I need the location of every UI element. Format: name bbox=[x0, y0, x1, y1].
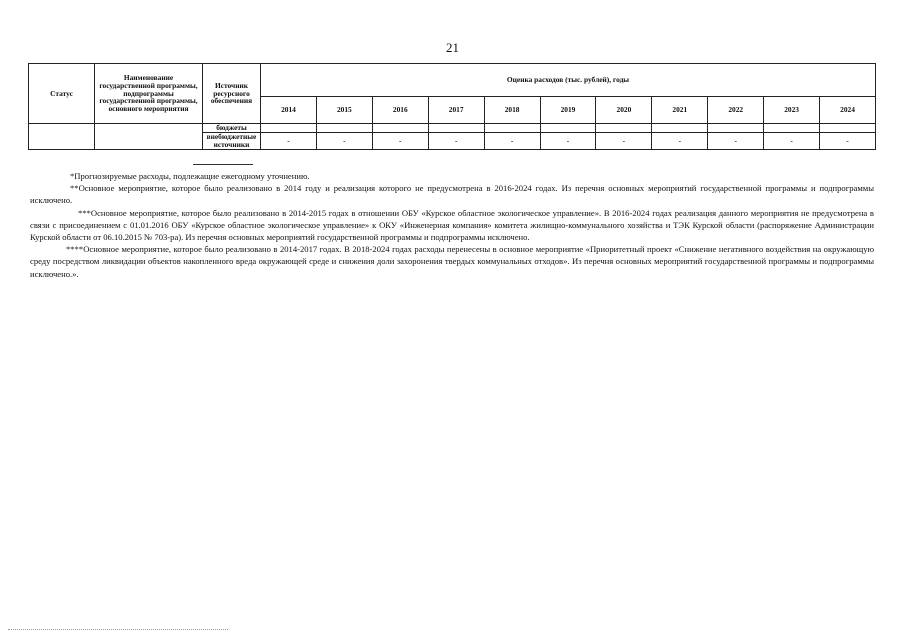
budget-table bbox=[28, 63, 876, 150]
value-cell bbox=[261, 124, 317, 133]
footnote-separator bbox=[193, 164, 253, 165]
value-cell: - bbox=[372, 133, 428, 150]
status-cell bbox=[29, 124, 95, 150]
year-header: 2021 bbox=[652, 97, 708, 124]
header-status: Статус bbox=[29, 64, 95, 124]
scan-artifact bbox=[8, 629, 228, 632]
source-cell: бюджеты bbox=[203, 124, 261, 133]
header-expense-estimate: Оценка расходов (тыс. рублей), годы bbox=[261, 64, 876, 97]
year-header: 2023 bbox=[764, 97, 820, 124]
year-header: 2024 bbox=[820, 97, 876, 124]
value-cell bbox=[708, 124, 764, 133]
source-cell: внебюджетные источники bbox=[203, 133, 261, 150]
value-cell: - bbox=[316, 133, 372, 150]
value-cell bbox=[596, 124, 652, 133]
value-cell: - bbox=[484, 133, 540, 150]
table-header-row bbox=[29, 64, 876, 97]
value-cell: - bbox=[652, 133, 708, 150]
value-cell: - bbox=[764, 133, 820, 150]
value-cell: - bbox=[596, 133, 652, 150]
value-cell bbox=[372, 124, 428, 133]
value-cell bbox=[316, 124, 372, 133]
value-cell: - bbox=[428, 133, 484, 150]
value-cell bbox=[764, 124, 820, 133]
value-cell bbox=[428, 124, 484, 133]
year-header: 2019 bbox=[540, 97, 596, 124]
year-header: 2018 bbox=[484, 97, 540, 124]
value-cell: - bbox=[540, 133, 596, 150]
year-header: 2015 bbox=[316, 97, 372, 124]
footnotes bbox=[30, 170, 874, 280]
value-cell bbox=[820, 124, 876, 133]
header-funding-source: Источник ресурсного обеспечения bbox=[203, 64, 261, 124]
header-program-name: Наименование государственной программы, подпрограммы государственной программы, основного мероприятия bbox=[95, 64, 203, 124]
year-header: 2016 bbox=[372, 97, 428, 124]
footnote-2: **Основное мероприятие, которое было реализовано в 2014 году и реализация которого не предусмотрена в 2016-2024 годах. Из перечня основных мероприятий государственной программы и подпрограммы исключено. bbox=[30, 183, 874, 206]
page-number: 21 bbox=[446, 40, 459, 55]
value-cell: - bbox=[820, 133, 876, 150]
value-cell bbox=[540, 124, 596, 133]
footnote-1: *Прогнозируемые расходы, подлежащие ежегодному уточнению. bbox=[70, 171, 310, 181]
value-cell: - bbox=[708, 133, 764, 150]
year-header: 2017 bbox=[428, 97, 484, 124]
year-header: 2020 bbox=[596, 97, 652, 124]
program-name-cell bbox=[95, 124, 203, 150]
year-header: 2022 bbox=[708, 97, 764, 124]
value-cell bbox=[484, 124, 540, 133]
table-row bbox=[29, 124, 876, 133]
footnote-4: ****Основное мероприятие, которое было реализовано в 2014-2017 годах. В 2018-2024 годах расходы перенесены в основное мероприятие «Приоритетный проект «Снижение негативного воздействия на окружающую среду посредством ликвидации объектов накопленного вреда окружающей среде и снижения доли захоронения твердых коммунальных отходов». Из перечня основных мероприятий государственной программы и подпрограммы исключено.». bbox=[30, 244, 874, 279]
value-cell: - bbox=[261, 133, 317, 150]
year-header: 2014 bbox=[261, 97, 317, 124]
footnote-3: ***Основное мероприятие, которое было реализовано в 2014-2015 годах в отношении ОБУ «Курское областное экологическое управление». В 2016-2024 годах реализация данного мероприятия не предусмотрена в связи с присоединением с 01.01.2016 ОБУ «Курское областное экологическое управление» к ОКУ «Инженерная компания» комитета жилищно-коммунального хозяйства и ТЭК Курской области (распоряжение Администрации Курской области от 06.10.2015 № 703-ра). Из перечня основных мероприятий государственной программы и подпрограммы исключено. bbox=[30, 207, 874, 243]
value-cell bbox=[652, 124, 708, 133]
